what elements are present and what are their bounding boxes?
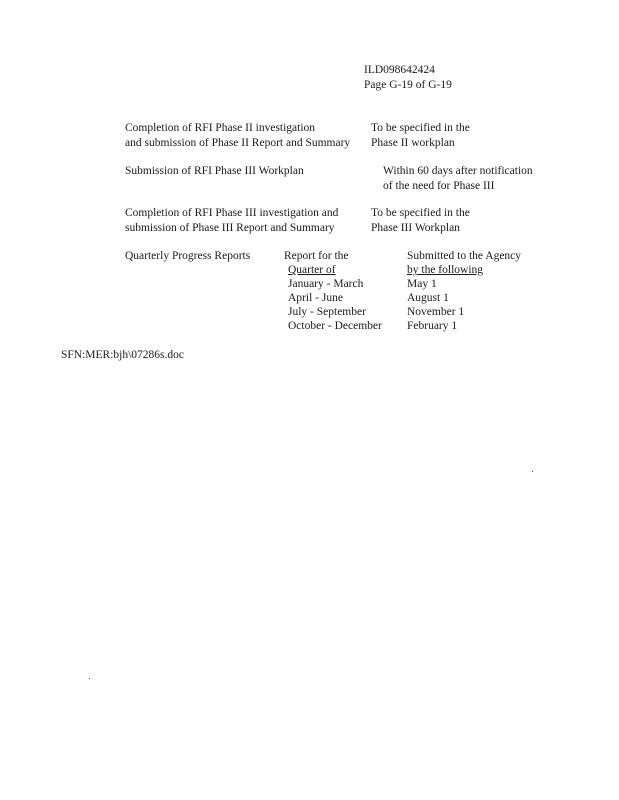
deadline-line: To be specified in the xyxy=(371,122,470,134)
page-number: Page G-19 of G-19 xyxy=(364,79,452,91)
quarterly-label: Quarterly Progress Reports xyxy=(125,250,251,262)
deadline-line: To be specified in the xyxy=(371,207,470,219)
due-date-cell: February 1 xyxy=(407,320,458,332)
scan-speck xyxy=(532,471,533,472)
due-date-header: Submitted to the Agency xyxy=(407,250,522,262)
file-reference: SFN:MER:bjh\07286s.doc xyxy=(61,349,185,361)
deadline-line: of the need for Phase III xyxy=(383,180,495,192)
quarter-cell: April - June xyxy=(288,292,343,304)
deadline-line: Within 60 days after notification xyxy=(383,165,533,177)
activity-line: Completion of RFI Phase II investigation xyxy=(125,122,316,134)
quarter-cell: January - March xyxy=(288,278,364,290)
deadline-line: Phase III Workplan xyxy=(371,222,460,234)
due-date-cell: November 1 xyxy=(407,306,465,318)
activity-line: Completion of RFI Phase III investigation and xyxy=(125,207,339,219)
quarter-header: Quarter of xyxy=(288,264,336,276)
due-date-cell: August 1 xyxy=(407,292,449,304)
quarter-header: Report for the xyxy=(284,250,349,262)
activity-line: Submission of RFI Phase III Workplan xyxy=(125,165,304,177)
scan-speck xyxy=(89,678,90,679)
deadline-line: Phase II workplan xyxy=(371,137,455,149)
quarter-cell: July - September xyxy=(288,306,366,318)
activity-line: and submission of Phase II Report and Summary xyxy=(125,137,351,149)
quarter-cell: October - December xyxy=(288,320,382,332)
due-date-cell: May 1 xyxy=(407,278,437,290)
activity-line: submission of Phase III Report and Summary xyxy=(125,222,335,234)
due-date-header: by the following xyxy=(407,264,484,276)
document-id: ILD098642424 xyxy=(364,64,435,76)
